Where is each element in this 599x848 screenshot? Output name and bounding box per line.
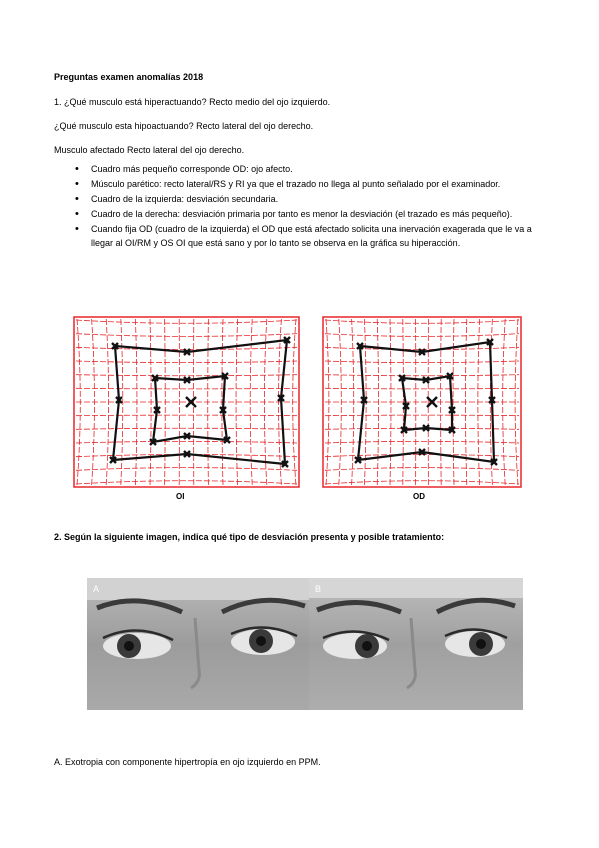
question-1-hypoaction: ¿Qué musculo esta hipoactuando? Recto lateral del ojo derecho. xyxy=(54,121,314,131)
hess-chart-left xyxy=(73,316,300,488)
question-1-hyperaction: 1. ¿Qué musculo está hiperactuando? Recto medio del ojo izquierdo. xyxy=(54,97,331,107)
document-title: Preguntas examen anomalías 2018 xyxy=(54,72,204,82)
question-2 xyxy=(54,532,444,542)
explanation-list xyxy=(54,162,554,251)
hess-chart-right xyxy=(322,316,522,488)
question-2-answer: A. Exotropia con componente hipertropía en ojo izquierdo en PPM. xyxy=(54,757,321,767)
photo-b-letter: B xyxy=(315,584,322,594)
list-item: • Músculo parético: recto lateral/RS y RI ya que el trazado no llega al punto señalado por el examinador. xyxy=(54,177,554,191)
list-item: • Cuadro de la derecha: desviación primaria por tanto es menor la desviación (el trazado es más pequeño). xyxy=(54,207,554,221)
eyes-photo-b xyxy=(309,578,523,710)
question-1-affected-muscle: Musculo afectado Recto lateral del ojo derecho. xyxy=(54,145,245,155)
question-2-number: 2. xyxy=(54,532,62,542)
photo-a-letter: A xyxy=(93,584,100,594)
list-item: • Cuando fija OD (cuadro de la izquierda) el OD que está afectado solicita una inervación exagerada que le va a llegar al OI/RM y OS OI que está sano y por lo tanto se observa en la gráfica su hiperacción. xyxy=(54,222,554,250)
eyes-photo-a xyxy=(87,578,314,710)
hess-chart-right-label: OD xyxy=(413,492,425,501)
list-item: • Cuadro más pequeño corresponde OD: ojo afecto. xyxy=(54,162,554,176)
hess-chart-left-label: OI xyxy=(176,492,185,501)
list-item: • Cuadro de la izquierda: desviación secundaria. xyxy=(54,192,554,206)
question-2-text: Según la siguiente imagen, indica qué tipo de desviación presenta y posible tratamiento: xyxy=(61,532,445,542)
